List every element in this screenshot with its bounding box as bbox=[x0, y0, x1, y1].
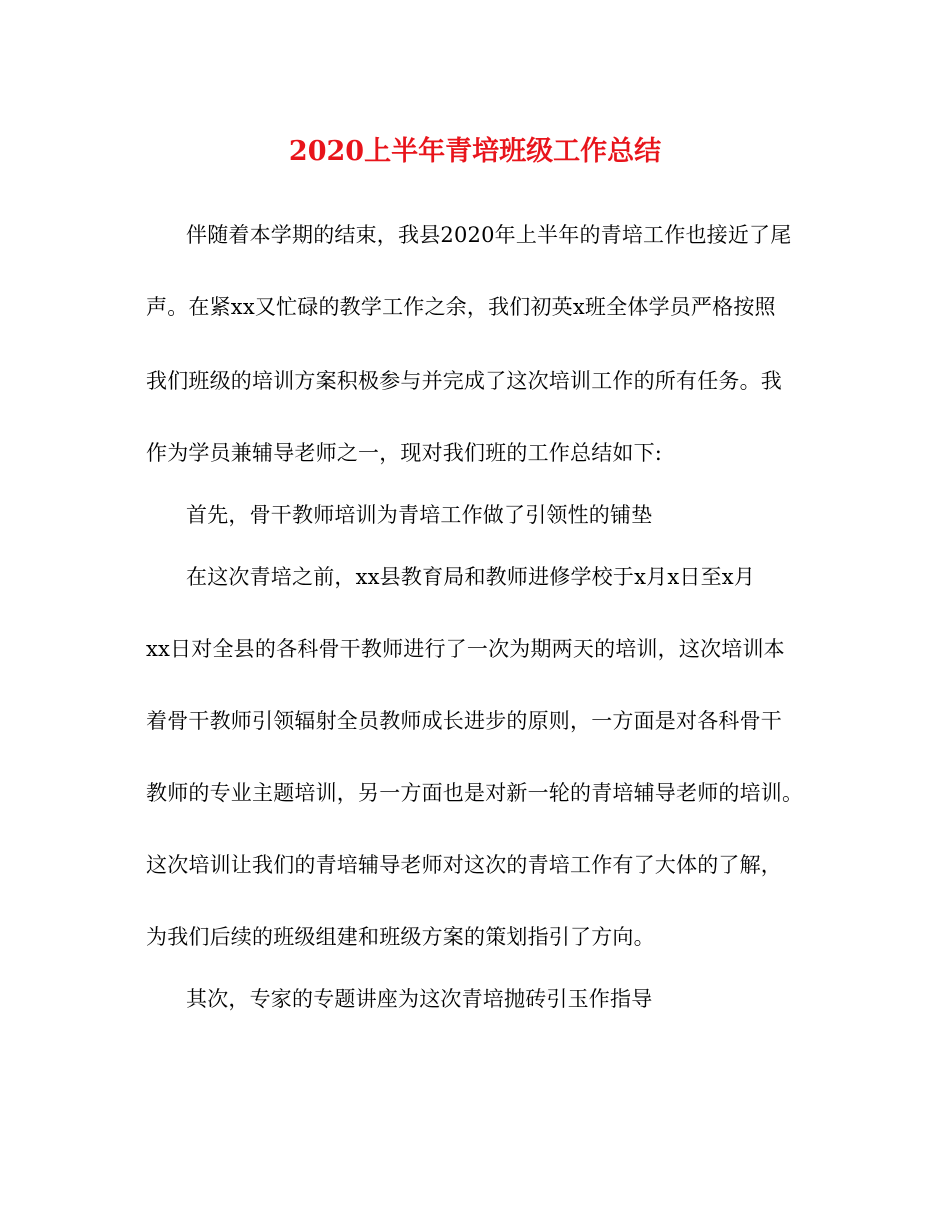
paragraph-line: 为我们后续的班级组建和班级方案的策划指引了方向。 bbox=[146, 925, 655, 949]
document-title: 2020上半年青培班级工作总结 bbox=[288, 136, 662, 167]
paragraph-line: 着骨干教师引领辐射全员教师成长进步的原则，一方面是对各科骨干 bbox=[146, 709, 782, 733]
section-heading-line: 首先，骨干教师培训为青培工作做了引领性的铺垫 bbox=[186, 503, 653, 527]
paragraph-line: 声。在紧xx又忙碌的教学工作之余，我们初英x班全体学员严格按照 bbox=[146, 295, 776, 319]
paragraph-line: xx日对全县的各科骨干教师进行了一次为期两天的培训，这次培训本 bbox=[146, 637, 785, 661]
paragraph-line: 作为学员兼辅导老师之一，现对我们班的工作总结如下: bbox=[146, 441, 663, 465]
paragraph-line: 在这次青培之前，xx县教育局和教师进修学校于x月x日至x月 bbox=[186, 565, 756, 589]
paragraph-line: 伴随着本学期的结束，我县2020年上半年的青培工作也接近了尾 bbox=[186, 223, 792, 247]
paragraph-line: 教师的专业主题培训，另一方面也是对新一轮的青培辅导老师的培训。 bbox=[146, 781, 804, 805]
section-heading-line: 其次，专家的专题讲座为这次青培抛砖引玉作指导 bbox=[186, 987, 653, 1011]
paragraph-line: 我们班级的培训方案积极参与并完成了这次培训工作的所有任务。我 bbox=[146, 369, 782, 393]
paragraph-line: 这次培训让我们的青培辅导老师对这次的青培工作有了大体的了解， bbox=[146, 853, 782, 877]
